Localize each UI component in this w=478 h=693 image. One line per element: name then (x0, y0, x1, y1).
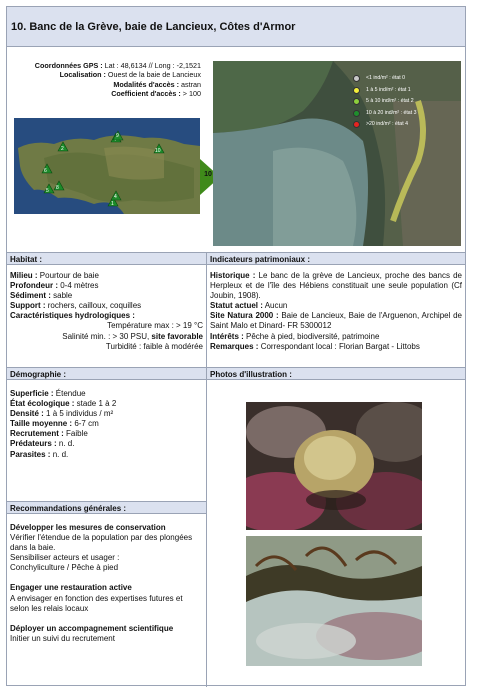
density-legend (353, 73, 416, 131)
site-marker-label: 9 (116, 133, 119, 139)
seaweed-photo-svg (246, 536, 422, 666)
map-arrow-label: 10 (204, 171, 212, 178)
legend-dot-icon (353, 121, 360, 128)
legend-item: 1 à 5 ind/m² : état 1 (353, 85, 416, 97)
demographie-content: Superficie : Étendue État écologique : stade 1 à 2 Densité : 1 à 5 individus / m² Taille moyenne : 6-7 cm Recrutement : Faible Prédateurs : n. d. Parasites : n. d. (10, 389, 117, 459)
location-section (7, 47, 465, 253)
seaweed-photo (246, 536, 422, 666)
aerial-map-svg (213, 61, 461, 246)
brittany-map (14, 118, 200, 214)
coefficient-line: Coefficient d'accès : > 100 (111, 88, 201, 98)
acces-line: Modalités d'accès : astran (113, 79, 201, 89)
legend-item: >20 ind/m² : état 4 (353, 119, 416, 131)
page-title: 10. Banc de la Grève, baie de Lancieux, Côtes d'Armor (7, 7, 465, 47)
indicateurs-content: Historique : Le banc de la grève de Lancieux, proche des bancs de Herpleux et de l'île des Hébiens constituait une seule population (Cf Joubin, 1908). Statut actuel : Aucun Site Natura 2000 : Baie de Lancieux, Baie de l'Arguenon, Archipel de Saint Malo et Dinard- FR 5300012 Intérêts : Pêche à pied, biodiversité, patrimoine Remarques : Correspondant local : Florian Bargat - Littobs (210, 271, 462, 351)
brittany-map-svg (14, 118, 200, 214)
legend-dot-icon (353, 87, 360, 94)
localisation-line: Localisation : Ouest de la baie de Lancieux (59, 70, 201, 80)
legend-dot-icon (353, 110, 360, 117)
site-marker-label: 4 (114, 194, 117, 200)
demographie-header: Démographie : (7, 368, 206, 380)
site-marker-label: 5 (46, 188, 49, 194)
gps-line: Coordonnées GPS : Lat : 48,6134 // Long : -2,1521 (34, 61, 201, 70)
site-info (35, 61, 201, 98)
site-marker-label: 10 (155, 148, 161, 154)
recommandations-header: Recommandations générales : (7, 502, 206, 514)
habitat-header: Habitat : (7, 253, 206, 265)
legend-dot-icon (353, 75, 360, 82)
oyster-photo-svg (246, 402, 422, 530)
aerial-map (213, 61, 461, 246)
site-marker-label: 2 (61, 146, 64, 152)
site-marker-label: 6 (44, 168, 47, 174)
site-marker-label: 8 (56, 185, 59, 191)
indicateurs-header: Indicateurs patrimoniaux : (207, 253, 465, 265)
oyster-photo (246, 402, 422, 530)
legend-dot-icon (353, 98, 360, 105)
habitat-content: Milieu : Pourtour de baie Profondeur : 0-4 mètres Sédiment : sable Support : rochers, cailloux, coquilles Caractéristiques hydrologiques : Température max : > 19 °C Salinité min. : > 30 PSU, site favorable Turbidité : faible à modérée (10, 271, 203, 351)
recommandations-content: Développer les mesures de conservation Vérifier l'étendue de la population par des plongées dans la baie. Sensibiliser acteurs et usager : Conchyliculture / Pêche à pied Engager une restauration active A envisager en fonction des expertises futures et selon les relais locaux Déployer un accompagnement scientifique Initier un suivi du recrutement (10, 523, 193, 643)
legend-item: <1 ind/m² : état 0 (353, 73, 416, 85)
site-marker-label: 1 (111, 201, 114, 207)
legend-item: 10 à 20 ind/m² : état 3 (353, 108, 416, 120)
column-divider (206, 253, 207, 687)
legend-item: 5 à 10 ind/m² : état 2 (353, 96, 416, 108)
photos-header: Photos d'illustration : (207, 368, 465, 380)
